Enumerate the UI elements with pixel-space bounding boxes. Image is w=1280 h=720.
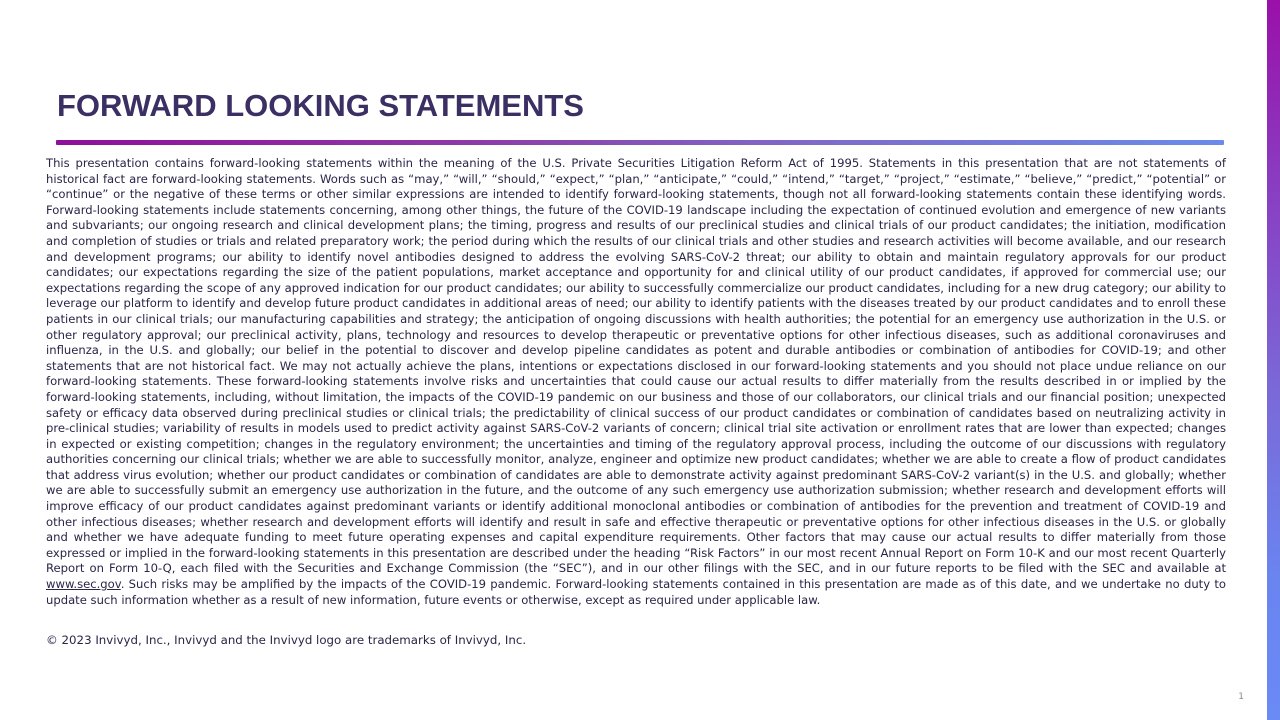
disclaimer-paragraph xyxy=(46,156,1226,608)
page-number: 1 xyxy=(1238,692,1244,702)
decorative-gradient-strip xyxy=(1267,0,1280,720)
forward-looking-statements-body xyxy=(46,156,1226,608)
sec-gov-link[interactable]: www.sec.gov xyxy=(46,577,121,592)
disclaimer-text-part2: . Such risks may be amplified by the impacts of the COVID-19 pandemic. Forward-looking statements contained in this presentation are made as of this date, and we undertake no duty to update such information whether as a result of new information, future events or otherwise, except as required under applicable law. xyxy=(46,577,1226,607)
slide-title: FORWARD LOOKING STATEMENTS xyxy=(57,88,584,123)
disclaimer-text-part1: This presentation contains forward-looking statements within the meaning of the U.S. Private Securities Litigation Reform Act of 1995. Statements in this presentation that are not statements of historical fact are forward-looking statements. Words such as “may,” “will,” “should,” “expect,” “plan,” “anticipate,” “could,” “intend,” “target,” “project,” “estimate,” “believe,” “predict,” “potential” or “continue” or the negative of these terms or other similar expressions are intended to identify forward-looking statements, though not all forward-looking statements contain these identifying words. Forward-looking statements include statements concerning, among other things, the future of the COVID-19 landscape including the expectation of continued evolution and emergence of new variants and subvariants; our ongoing research and clinical development plans; the timing, progress and results of our preclinical studies and clinical trials of our product candidates; the initiation, modification and completion of studies or trials and related preparatory work; the period during which the results of our clinical trials and other studies and research activities will become available, and our research and development programs; our ability to identify novel antibodies designed to address the evolving SARS-CoV-2 threat; our ability to obtain and maintain regulatory approvals for our product candidates; our expectations regarding the size of the patient populations, market acceptance and opportunity for and clinical utility of our product candidates, if approved for commercial use; our expectations regarding the scope of any approved indication for our product candidates; our ability to successfully commercialize our product candidates, including for a new drug category; our ability to leverage our platform to identify and develop future product candidates in additional areas of need; our ability to identify patients with the diseases treated by our product candidates and to enroll these patients in our clinical trials; our manufacturing capabilities and strategy; the anticipation of ongoing discussions with health authorities; the potential for an emergency use authorization in the U.S. or other regulatory approval; our preclinical activity, plans, technology and resources to develop therapeutic or preventative options for other infectious diseases, such as additional coronaviruses and influenza, in the U.S. and globally; our belief in the potential to discover and develop pipeline candidates as potent and durable antibodies or combination of antibodies for COVID-19; and other statements that are not historical fact. We may not actually achieve the plans, intentions or expectations disclosed in our forward-looking statements and you should not place undue reliance on our forward-looking statements. These forward-looking statements involve risks and uncertainties that could cause our actual results to differ materially from the results described in or implied by the forward-looking statements, including, without limitation, the impacts of the COVID-19 pandemic on our business and those of our collaborators, our clinical trials and our financial position; unexpected safety or efficacy data observed during preclinical studies or clinical trials; the predictability of clinical success of our product candidates or combination of candidates based on neutralizing activity in pre-clinical studies; variability of results in models used to predict activity against SARS-CoV-2 variants of concern; clinical trial site activation or enrollment rates that are lower than expected; changes in expected or existing competition; changes in the regulatory environment; the uncertainties and timing of the regulatory approval process, including the outcome of our discussions with regulatory authorities concerning our clinical trials; whether we are able to successfully monitor, analyze, engineer and optimize new product candidates; whether we are able to create a flow of product candidates that address virus evolution; whether our product candidates or combination of candidates are able to demonstrate activity against predominant SARS-CoV-2 variant(s) in the U.S. and globally; whether we are able to successfully submit an emergency use authorization in the future, and the outcome of any such emergency use authorization submission; whether research and development efforts will improve efficacy of our product candidates against predominant variants or identify additional monoclonal antibodies or combination of antibodies for the prevention and treatment of COVID-19 and other infectious diseases; whether research and development efforts will identify and result in safe and effective therapeutic or preventative options for other infectious diseases in the U.S. or globally and whether we have adequate funding to meet future operating expenses and capital expenditure requirements. Other factors that may cause our actual results to differ materially from those expressed or implied in the forward-looking statements in this presentation are described under the heading “Risk Factors” in our most recent Annual Report on Form 10-K and our most recent Quarterly Report on Form 10-Q, each filed with the Securities and Exchange Commission (the “SEC”), and in our other filings with the SEC, and in our future reports to be filed with the SEC and available at xyxy=(46,156,1226,576)
copyright-notice: © 2023 Invivyd, Inc., Invivyd and the Invivyd logo are trademarks of Invivyd, Inc. xyxy=(46,633,527,647)
title-gradient-divider xyxy=(56,140,1224,145)
